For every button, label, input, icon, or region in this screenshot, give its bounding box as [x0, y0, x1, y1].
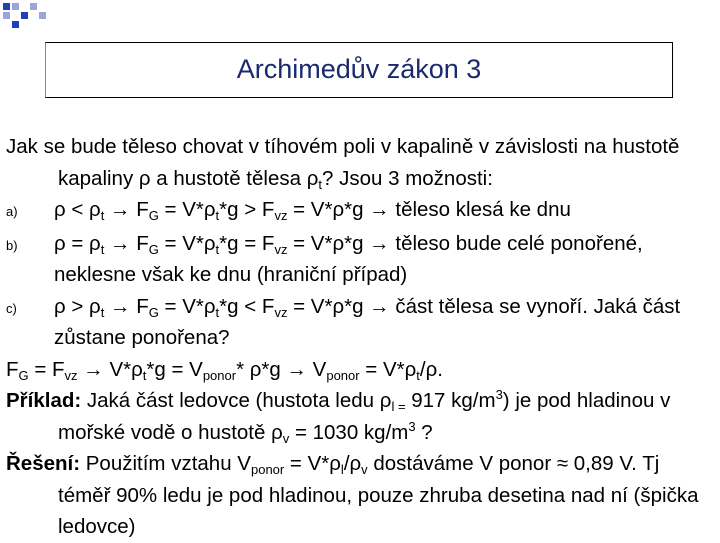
intro-paragraph: Jak se bude těleso chovat v tíhovém poli v kapalině v závislosti na hustotě kapaliny ρ a hustotě tělesa $\rho_t$? Jsou 3 možnosti:: [6, 135, 680, 192]
example-label: Příklad:: [6, 389, 82, 412]
option-text: $\rho < \rho_t \to F_G = V*\rho_t*g > F_{vz} = V*\rho*g$ → těleso klesá ke dnu: [54, 198, 571, 223]
option-text: $\rho = \rho_t \to F_G = V*\rho_t*g = F_{vz} = V*\rho*g$ → těleso bude celé ponořené, neklesne však ke dnu (hraniční případ): [54, 231, 643, 286]
solution-label: Řešení:: [6, 452, 81, 475]
corner-decoration: [0, 0, 60, 40]
option-marker: a): [6, 204, 18, 219]
slide-title: Archimedův zákon 3: [236, 54, 482, 84]
option-text: $\rho > \rho_t \to F_G = V*\rho_t*g < F_{vz} = V*\rho*g$ → část tělesa se vynoří. Jaká část zůstane ponořena?: [54, 294, 681, 349]
equilibrium-formula: $F_G = F_{vz} \to V*\rho_t*g = V_{ponor}*$ $\rho*g \to V_{ponor} = V*\rho_t/\rho$.: [6, 357, 443, 383]
option-marker: b): [6, 237, 18, 253]
example-paragraph: Příklad: Jaká část ledovce (hustota ledu $\rho_{l =}$ 917 $kg/m^3$) je pod hladinou v mořské vodě o hustotě $\rho_v = 1030$ $kg/m^3$ ?: [6, 387, 671, 446]
option-marker: c): [6, 300, 17, 316]
solution-paragraph: Řešení: Použitím vztahu $V_{ponor} = V*\rho_l/\rho_v$ dostáváme V ponor ≈ 0,89 V. Tj téměř 90% ledu je pod hladinou, pouze zhruba desetina nad ní (špička ledovce): [6, 452, 699, 538]
option-b: [6, 228, 716, 291]
slide-body: [6, 131, 716, 543]
option-c: [6, 291, 716, 354]
option-a: [6, 194, 716, 228]
